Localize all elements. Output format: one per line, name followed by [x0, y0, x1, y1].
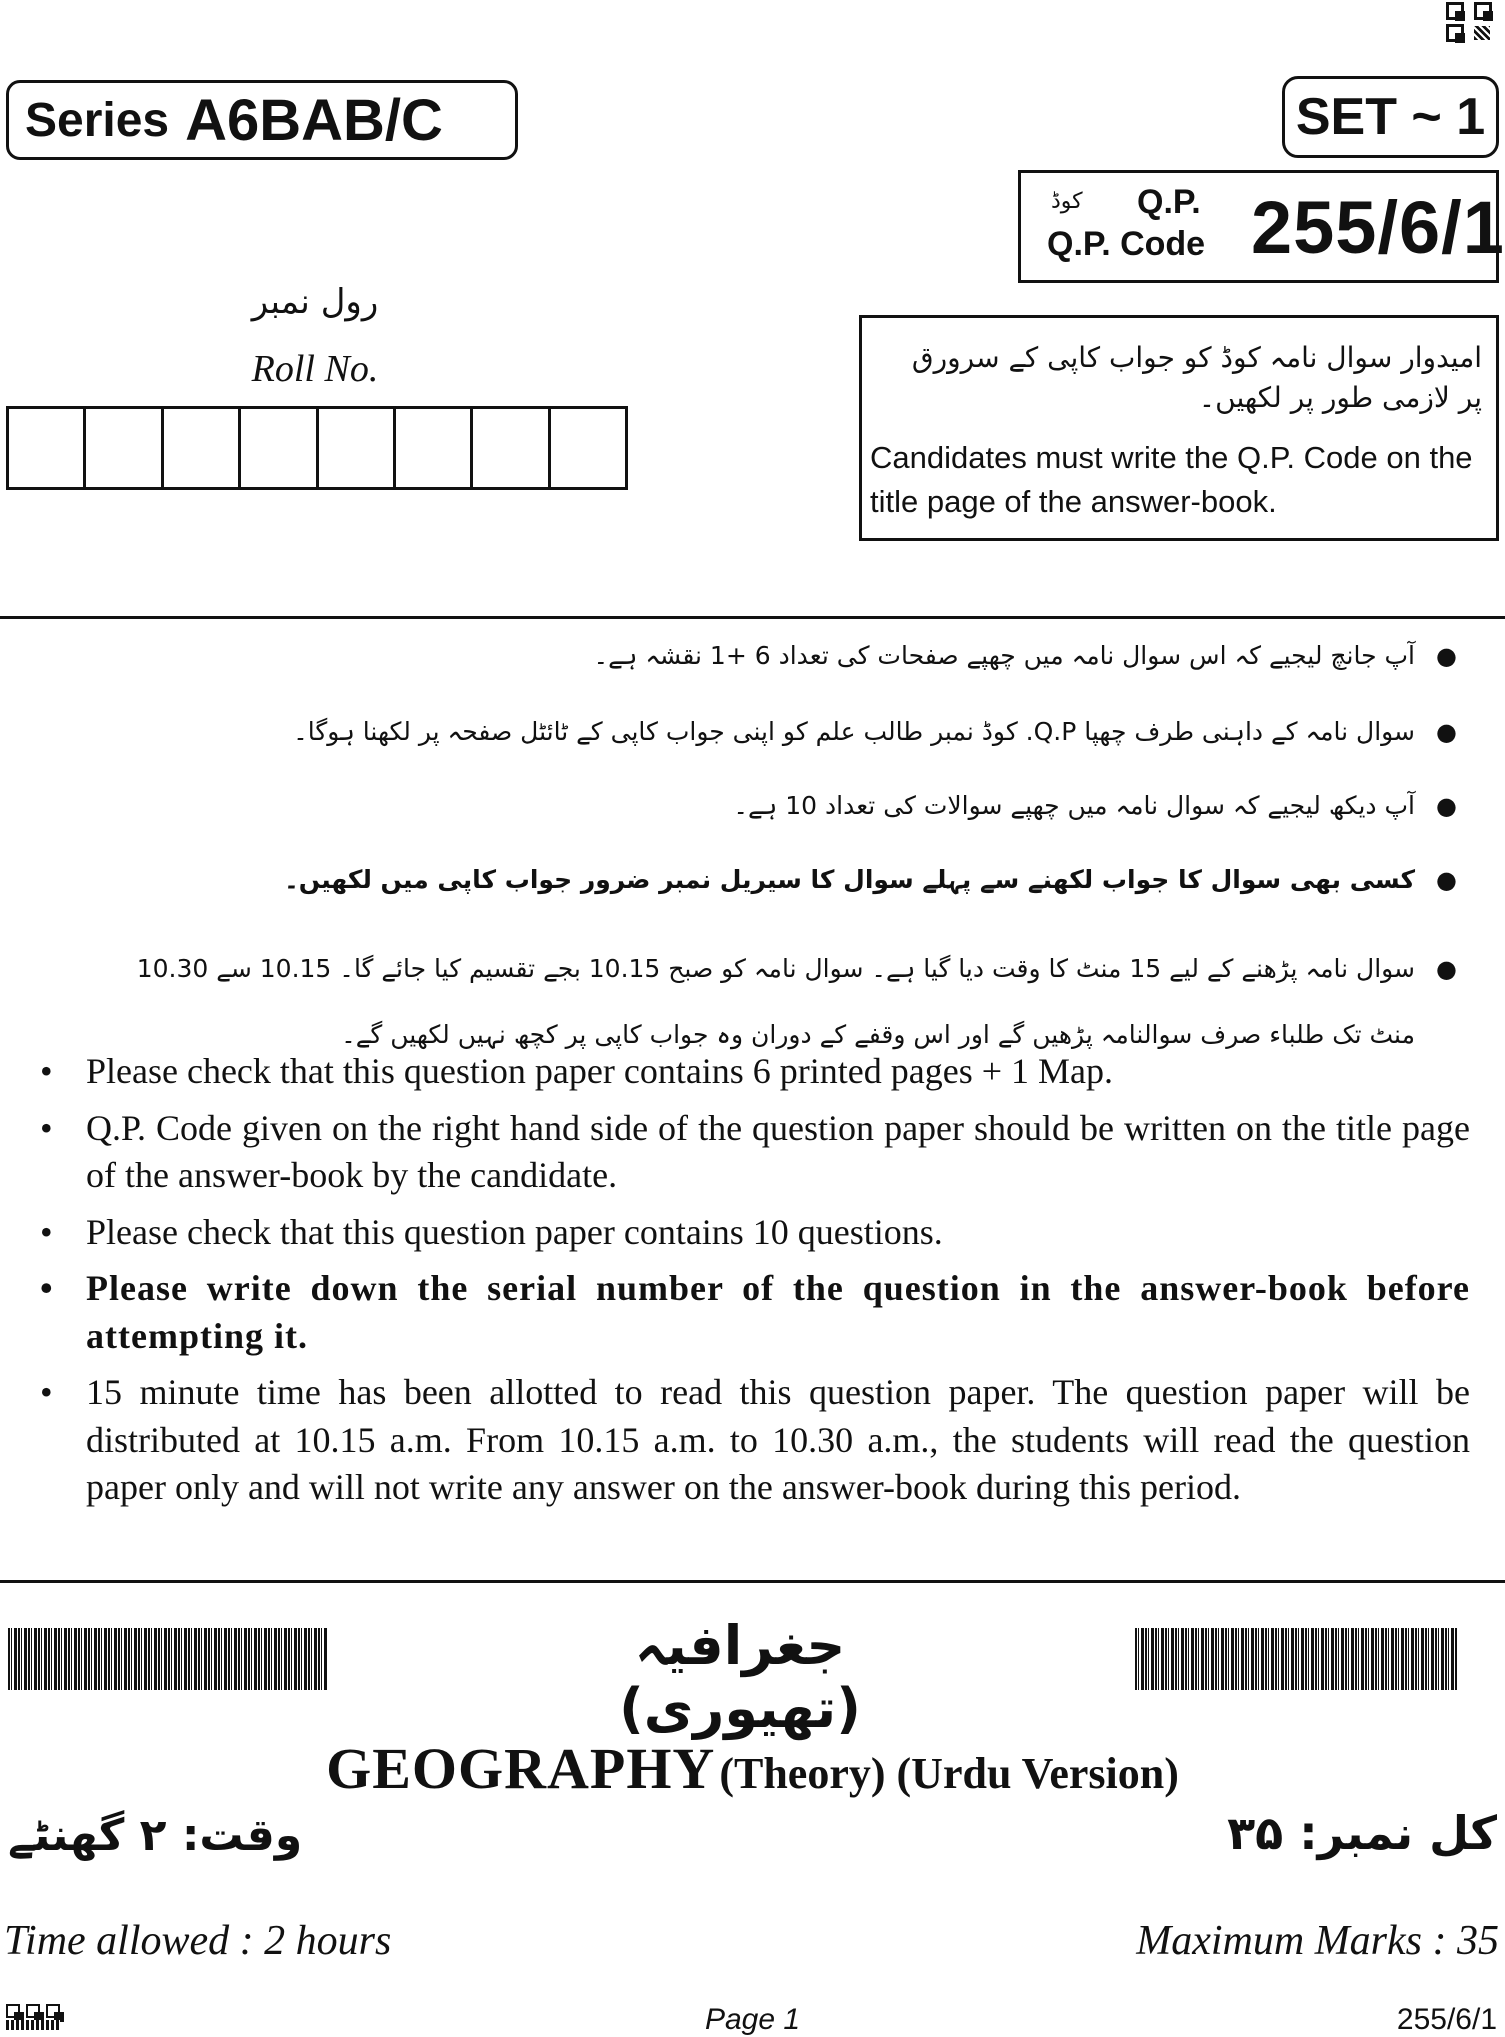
roll-digit-box[interactable] — [551, 409, 625, 487]
bullet: • — [40, 1051, 53, 1091]
english-instruction: • Please check that this question paper contains 6 printed pages + 1 Map. — [40, 1048, 1470, 1096]
subject-urdu: جغرافیہ (تھیوری) — [619, 1614, 861, 1740]
barcode-left — [8, 1628, 328, 1690]
series-code: A6BAB/C — [185, 87, 443, 153]
roll-digit-box[interactable] — [9, 409, 86, 487]
roll-digit-box[interactable] — [86, 409, 163, 487]
divider-bottom — [0, 1580, 1505, 1583]
roll-label: Roll No. — [251, 348, 379, 390]
subject-title — [0, 1735, 1505, 1802]
english-instruction: • 15 minute time has been allotted to read this question paper. The question paper will be distributed at 10.15 a.m. From 10.15 a.m. to 10.30 a.m., the students will read the question paper only and will not write any answer on the answer-book during this period. — [40, 1369, 1470, 1512]
qp-code-value: 255/6/1 — [1251, 186, 1505, 269]
series-label: Series — [25, 93, 170, 147]
english-instruction: • Q.P. Code given on the right hand side of the question paper should be written on the title page of the answer-book by the candidate. — [40, 1105, 1470, 1200]
bullet: • — [40, 1107, 53, 1148]
urdu-instruction: ● آپ دیکھ لیجیے کہ سوال نامہ میں چھپے سوالات کی تعداد 10 ہے۔ — [215, 786, 1415, 826]
time-allowed: Time allowed : 2 hours — [4, 1918, 392, 1964]
bullet: ● — [1436, 792, 1457, 820]
qr-code-top — [1446, 2, 1492, 42]
roll-digit-box[interactable] — [319, 409, 396, 487]
urdu-instruction: ● آپ جانچ لیجیے کہ اس سوال نامہ میں چھپے صفحات کی تعداد 6 +1 نقشہ ہے۔ — [215, 636, 1415, 676]
series-box — [6, 80, 518, 160]
time-allowed-urdu: وقت: ۲ گھنٹے — [8, 1810, 303, 1861]
qp-label: Q.P. — [1137, 183, 1201, 221]
urdu-instruction: ● کسی بھی سوال کا جواب لکھنے سے پہلے سوال کا سیریل نمبر ضرور جواب کاپی میں لکھیں۔ — [215, 860, 1415, 900]
bullet: • — [40, 1211, 53, 1252]
roll-digit-box[interactable] — [396, 409, 473, 487]
maximum-marks-urdu: کل نمبر: ۳۵ — [1227, 1806, 1497, 1860]
bullet: • — [40, 1268, 54, 1308]
urdu-instruction: ● سوال نامہ کے داہنی طرف چھپا Q.P. کوڈ نمبر طالب علم کو اپنی جواب کاپی کے ٹائٹل صفحہ پر لکھنا ہوگا۔ — [215, 712, 1415, 752]
set-box: SET ~ 1 — [1282, 76, 1499, 158]
english-instruction: • Please check that this question paper contains 10 questions. — [40, 1209, 1470, 1257]
qp-code-box — [1018, 170, 1505, 283]
page-number: Page 1 — [704, 2003, 801, 2036]
bullet: • — [40, 1372, 53, 1412]
roll-digit-box[interactable] — [473, 409, 550, 487]
bullet: ● — [1436, 642, 1457, 670]
bullet: ● — [1436, 955, 1457, 983]
divider-top — [0, 616, 1505, 619]
candidate-note-urdu: امیدوار سوال نامہ کوڈ کو جواب کاپی کے سرورق پر لازمی طور پر لکھیں۔ — [911, 341, 1482, 414]
roll-digit-box[interactable] — [241, 409, 318, 487]
bullet: ● — [1436, 718, 1457, 746]
roll-number-boxes[interactable] — [6, 406, 628, 490]
footer-qp-code: 255/6/1 — [1396, 2003, 1497, 2036]
subject-sub: (Theory) (Urdu Version) — [719, 1749, 1179, 1798]
subject-main: GEOGRAPHY — [326, 1736, 716, 1801]
candidate-note-box — [859, 315, 1499, 541]
english-instruction: • Please write down the serial number of the question in the answer-book before attempting it. — [40, 1265, 1470, 1360]
candidate-note-english: Candidates must write the Q.P. Code on the title page of the answer-book. — [870, 440, 1473, 519]
roll-digit-box[interactable] — [164, 409, 241, 487]
qp-code-label: Q.P. Code — [1047, 225, 1206, 263]
maximum-marks: Maximum Marks : 35 — [1136, 1918, 1499, 1964]
urdu-instruction: ● سوال نامہ پڑھنے کے لیے 15 منٹ کا وقت دیا گیا ہے۔ سوال نامہ کو صبح 10.15 بجے تقسیم کیا جائے گا۔ 10.15 سے 10.30 منٹ تک طلباء صرف سوالنامہ پڑھیں گے اور اس وقفے کے دوران وہ جواب کاپی پر کچھ نہیں لکھیں گے۔ — [95, 936, 1415, 1068]
qp-urdu-label: کوڈ — [1051, 189, 1083, 214]
english-instructions — [40, 1048, 1470, 1521]
roll-urdu-label: رول نمبر — [251, 282, 379, 322]
barcode-right — [1135, 1628, 1457, 1690]
bullet: ● — [1436, 866, 1457, 894]
